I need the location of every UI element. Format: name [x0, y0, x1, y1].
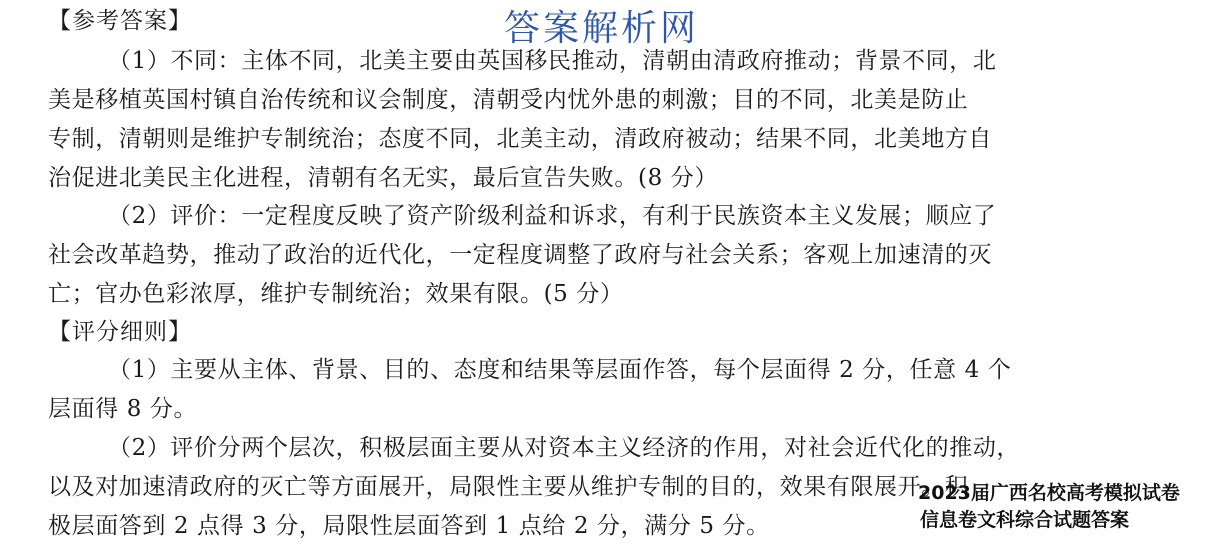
rules-paragraph-2-line-3: 极层面答到 2 点得 3 分，局限性层面答到 1 点给 2 分，满分 5 分。 — [48, 513, 770, 539]
answer-paragraph-1-line-1: （1）不同：主体不同，北美主要由英国移民推动，清朝由清政府推动；背景不同，北 — [108, 48, 997, 74]
answer-heading: 【参考答案】 — [48, 8, 192, 34]
answer-paragraph-2-line-3: 亡；官办色彩浓厚，维护专制统治；效果有限。(5 分） — [48, 281, 624, 307]
rules-heading: 【评分细则】 — [48, 319, 192, 345]
answer-paragraph-1-line-2: 美是移植英国村镇自治传统和议会制度，清朝受内忧外患的刺激；目的不同，北美是防止 — [48, 87, 969, 113]
watermark-bottom-line-2: 信息卷文科综合试题答案 — [920, 509, 1130, 531]
rules-paragraph-1-line-1: （1）主要从主体、背景、目的、态度和结果等层面作答，每个层面得 2 分，任意 4 个 — [108, 357, 1012, 383]
answer-paragraph-2-line-1: （2）评价：一定程度反映了资产阶级利益和诉求，有利于民族资本主义发展；顺应了 — [108, 203, 997, 229]
answer-paragraph-1-line-4: 治促进北美民主化进程，清朝有名无实，最后宣告失败。(8 分） — [48, 165, 718, 191]
watermark-bottom-line-1: 2023届广西名校高考模拟试卷 — [918, 482, 1180, 504]
watermark-top-text: 答案解析网 — [504, 8, 700, 49]
answer-paragraph-1-line-3: 专制，清朝则是维护专制统治；态度不同，北美主动，清政府被动；结果不同，北美地方自 — [48, 126, 992, 152]
answer-paragraph-2-line-2: 社会改革趋势，推动了政治的近代化，一定程度调整了政府与社会关系；客观上加速清的灭 — [48, 242, 992, 268]
rules-paragraph-2-line-1: （2）评价分两个层次，积极层面主要从对资本主义经济的作用，对社会近代化的推动， — [108, 435, 1021, 461]
rules-paragraph-2-line-2: 以及对加速清政府的灭亡等方面展开，局限性主要从维护专制的目的，效果有限展开。积 — [48, 474, 969, 500]
rules-paragraph-1-line-2: 层面得 8 分。 — [48, 396, 198, 422]
